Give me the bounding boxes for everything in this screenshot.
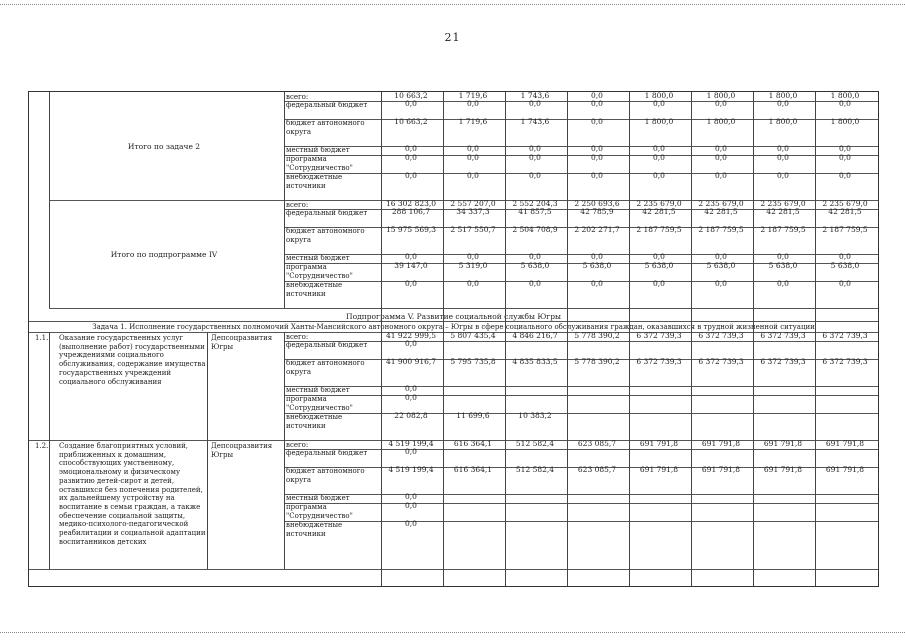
- table-column-rule: [567, 92, 568, 586]
- value-cell: 42 785,9: [580, 207, 614, 216]
- value-cell: 0,0: [591, 144, 603, 153]
- value-cell: 0,0: [715, 99, 727, 108]
- item-executor: Депсоцразвития Югры: [211, 442, 273, 459]
- value-cell: 6 372 739,3: [636, 331, 682, 340]
- value-cell: 41 857,5: [518, 207, 552, 216]
- value-cell: 1 800,0: [768, 117, 798, 126]
- value-cell: 10 663,2: [394, 117, 428, 126]
- value-cell: 691 791,8: [639, 439, 679, 448]
- value-cell: 6 372 739,3: [636, 357, 682, 366]
- table-column-rule: [284, 92, 285, 308]
- value-cell: 0,0: [467, 252, 479, 261]
- value-cell: 5 638,0: [768, 261, 798, 270]
- value-cell: 0,0: [591, 279, 603, 288]
- table-column-rule: [629, 92, 630, 586]
- value-cell: 0,0: [777, 171, 789, 180]
- table-row-rule: [284, 503, 878, 504]
- funding-source-label: внебюджетные источники: [286, 281, 343, 298]
- value-cell: 0,0: [467, 171, 479, 180]
- value-cell: 512 582,4: [515, 465, 555, 474]
- value-cell: 5 638,0: [520, 261, 550, 270]
- value-cell: 0,0: [839, 99, 851, 108]
- value-cell: 0,0: [529, 279, 541, 288]
- funding-source-label: местный бюджет: [286, 386, 350, 394]
- value-cell: 2 504 708,9: [512, 225, 558, 234]
- value-cell: 5 778 390,2: [574, 357, 620, 366]
- value-cell: 2 187 759,5: [822, 225, 868, 234]
- value-cell: 0,0: [839, 279, 851, 288]
- value-cell: 0,0: [405, 384, 417, 393]
- value-cell: 0,0: [715, 153, 727, 162]
- item-number: 1.2.: [35, 442, 49, 450]
- value-cell: 4 846 216,7: [512, 331, 558, 340]
- funding-source-label: программа "Сотрудничество": [286, 155, 353, 172]
- funding-source-label: программа "Сотрудничество": [286, 263, 353, 280]
- value-cell: 34 337,3: [456, 207, 490, 216]
- value-cell: 691 791,8: [825, 439, 865, 448]
- value-cell: 1 800,0: [830, 117, 860, 126]
- value-cell: 0,0: [405, 171, 417, 180]
- value-cell: 2 552 204,3: [512, 199, 558, 208]
- value-cell: 42 281,5: [642, 207, 676, 216]
- value-cell: 5 778 390,2: [574, 331, 620, 340]
- value-cell: 0,0: [653, 171, 665, 180]
- value-cell: 1 800,0: [644, 91, 674, 100]
- value-cell: 691 791,8: [701, 465, 741, 474]
- value-cell: 0,0: [529, 171, 541, 180]
- value-cell: 4 519 199,4: [388, 465, 434, 474]
- value-cell: 2 202 271,7: [574, 225, 620, 234]
- value-cell: 2 187 759,5: [636, 225, 682, 234]
- table-column-rule: [381, 92, 382, 586]
- scan-edge-bottom: [0, 632, 905, 633]
- funding-source-label: внебюджетные источники: [286, 413, 343, 430]
- value-cell: 0,0: [715, 171, 727, 180]
- value-cell: 2 517 550,7: [450, 225, 496, 234]
- table-row-rule: [284, 449, 878, 450]
- value-cell: 11 699,6: [456, 411, 490, 420]
- value-cell: 5 807 435,4: [450, 331, 496, 340]
- table-row-rule: [284, 521, 878, 522]
- value-cell: 0,0: [715, 279, 727, 288]
- value-cell: 616 364,1: [453, 439, 493, 448]
- table-column-rule: [284, 332, 285, 440]
- table-row-rule: [284, 413, 878, 414]
- value-cell: 0,0: [777, 279, 789, 288]
- value-cell: 0,0: [405, 279, 417, 288]
- funding-source-label: бюджет автономного округа: [286, 359, 365, 376]
- value-cell: 0,0: [591, 91, 603, 100]
- funding-source-label: бюджет автономного округа: [286, 119, 365, 136]
- value-cell: 5 638,0: [644, 261, 674, 270]
- value-cell: 1 743,6: [520, 91, 550, 100]
- value-cell: 6 372 739,3: [822, 331, 868, 340]
- funding-source-label: всего:: [286, 441, 309, 449]
- table-row-rule: [29, 569, 878, 570]
- value-cell: 1 719,6: [458, 117, 488, 126]
- value-cell: 691 791,8: [763, 439, 803, 448]
- value-cell: 22 082,8: [394, 411, 428, 420]
- value-cell: 0,0: [839, 153, 851, 162]
- value-cell: 42 281,5: [766, 207, 800, 216]
- funding-source-label: бюджет автономного округа: [286, 227, 365, 244]
- table-column-rule: [443, 92, 444, 586]
- value-cell: 41 922 999,5: [385, 331, 437, 340]
- item-description: Создание благоприятных условий, приближенных к домашним, способствующих умственному, эмоциональному и физическому развитию детей-сирот и детей, оставшихся без попечения родителей, их дальнейшему устройству на воспитание в семьи граждан, а также обеспечение социальной защиты, медико-психолого-педагогической реабилитации и социальной адаптации воспитанников детских: [59, 442, 206, 546]
- value-cell: 0,0: [467, 99, 479, 108]
- value-cell: 0,0: [467, 279, 479, 288]
- funding-source-label: всего:: [286, 93, 309, 101]
- value-cell: 0,0: [653, 99, 665, 108]
- item-executor: Депсоцразвития Югры: [211, 334, 273, 351]
- value-cell: 6 372 739,3: [760, 331, 806, 340]
- value-cell: 2 235 679,0: [636, 199, 682, 208]
- value-cell: 0,0: [777, 153, 789, 162]
- value-cell: 1 800,0: [768, 91, 798, 100]
- value-cell: 0,0: [467, 153, 479, 162]
- value-cell: 0,0: [839, 144, 851, 153]
- funding-source-label: внебюджетные источники: [286, 173, 343, 190]
- table-row-rule: [284, 395, 878, 396]
- funding-source-label: местный бюджет: [286, 254, 350, 262]
- page-number: 21: [444, 31, 461, 44]
- value-cell: 4 519 199,4: [388, 439, 434, 448]
- block-total-title: Итого по подпрограмме IV: [110, 250, 218, 259]
- value-cell: 288 106,7: [391, 207, 431, 216]
- funding-source-label: федеральный бюджет: [286, 209, 368, 217]
- value-cell: 2 187 759,5: [698, 225, 744, 234]
- table-column-rule: [49, 92, 50, 308]
- value-cell: 10 663,2: [394, 91, 428, 100]
- value-cell: 42 281,5: [828, 207, 862, 216]
- table-row-rule: [284, 386, 878, 387]
- value-cell: 0,0: [529, 144, 541, 153]
- funding-source-label: федеральный бюджет: [286, 101, 368, 109]
- value-cell: 691 791,8: [825, 465, 865, 474]
- funding-source-label: местный бюджет: [286, 494, 350, 502]
- value-cell: 1 719,6: [458, 91, 488, 100]
- value-cell: 0,0: [839, 171, 851, 180]
- funding-source-label: федеральный бюджет: [286, 341, 368, 349]
- value-cell: 0,0: [653, 144, 665, 153]
- value-cell: 0,0: [653, 252, 665, 261]
- value-cell: 6 372 739,3: [760, 357, 806, 366]
- item-number: 1.1.: [35, 334, 49, 342]
- value-cell: 2 557 207,0: [450, 199, 496, 208]
- funding-source-label: всего:: [286, 201, 309, 209]
- funding-source-label: программа "Сотрудничество": [286, 503, 353, 520]
- value-cell: 4 835 833,5: [512, 357, 558, 366]
- funding-source-label: местный бюджет: [286, 146, 350, 154]
- value-cell: 0,0: [529, 153, 541, 162]
- value-cell: 10 383,2: [518, 411, 552, 420]
- value-cell: 0,0: [777, 99, 789, 108]
- block-total-title: Итого по задаче 2: [127, 142, 201, 151]
- value-cell: 0,0: [405, 492, 417, 501]
- table-row-rule: [284, 494, 878, 495]
- value-cell: 0,0: [653, 153, 665, 162]
- value-cell: 6 372 739,3: [698, 357, 744, 366]
- value-cell: 2 250 693,6: [574, 199, 620, 208]
- funding-source-label: бюджет автономного округа: [286, 467, 365, 484]
- value-cell: 0,0: [405, 501, 417, 510]
- value-cell: 5 638,0: [582, 261, 612, 270]
- value-cell: 0,0: [405, 447, 417, 456]
- table-column-rule: [815, 92, 816, 586]
- value-cell: 42 281,5: [704, 207, 738, 216]
- funding-source-label: федеральный бюджет: [286, 449, 368, 457]
- value-cell: 0,0: [839, 252, 851, 261]
- funding-source-label: внебюджетные источники: [286, 521, 343, 538]
- value-cell: 5 319,0: [458, 261, 488, 270]
- value-cell: 0,0: [591, 99, 603, 108]
- table-column-rule: [207, 440, 208, 569]
- value-cell: 0,0: [715, 144, 727, 153]
- value-cell: 2 235 679,0: [698, 199, 744, 208]
- value-cell: 691 791,8: [639, 465, 679, 474]
- table-column-rule: [753, 92, 754, 586]
- value-cell: 0,0: [777, 144, 789, 153]
- value-cell: 1 800,0: [830, 91, 860, 100]
- table-column-rule: [207, 332, 208, 440]
- value-cell: 0,0: [405, 252, 417, 261]
- value-cell: 5 638,0: [830, 261, 860, 270]
- value-cell: 0,0: [591, 171, 603, 180]
- value-cell: 0,0: [529, 252, 541, 261]
- value-cell: 0,0: [405, 519, 417, 528]
- table-column-rule: [49, 440, 50, 569]
- value-cell: 41 900 916,7: [385, 357, 437, 366]
- value-cell: 1 800,0: [644, 117, 674, 126]
- table-row-rule: [284, 341, 878, 342]
- value-cell: 6 372 739,3: [822, 357, 868, 366]
- value-cell: 39 147,0: [394, 261, 428, 270]
- value-cell: 0,0: [653, 279, 665, 288]
- table-column-rule: [284, 440, 285, 569]
- value-cell: 16 302 823,0: [385, 199, 437, 208]
- table-column-rule: [505, 92, 506, 586]
- value-cell: 0,0: [591, 117, 603, 126]
- value-cell: 623 085,7: [577, 465, 617, 474]
- scan-edge-top: [0, 4, 905, 5]
- value-cell: 15 975 569,3: [385, 225, 437, 234]
- funding-source-label: всего:: [286, 333, 309, 341]
- funding-source-label: программа "Сотрудничество": [286, 395, 353, 412]
- budget-table: [28, 91, 879, 587]
- value-cell: 0,0: [591, 252, 603, 261]
- value-cell: 691 791,8: [763, 465, 803, 474]
- value-cell: 5 638,0: [706, 261, 736, 270]
- table-column-rule: [49, 332, 50, 440]
- value-cell: 616 364,1: [453, 465, 493, 474]
- item-description: Оказание государственных услуг (выполнение работ) государственными учреждениями социального обслуживания, содержание имущества государственных учреждений социального обслуживания: [59, 334, 206, 386]
- value-cell: 0,0: [715, 252, 727, 261]
- value-cell: 0,0: [405, 99, 417, 108]
- value-cell: 0,0: [405, 153, 417, 162]
- value-cell: 5 795 735,8: [450, 357, 496, 366]
- value-cell: 2 187 759,5: [760, 225, 806, 234]
- subprogram-heading: Подпрограмма V. Развитие социальной службы Югры: [346, 312, 561, 321]
- value-cell: 2 235 679,0: [822, 199, 868, 208]
- value-cell: 0,0: [405, 339, 417, 348]
- value-cell: 0,0: [529, 99, 541, 108]
- value-cell: 1 743,6: [520, 117, 550, 126]
- value-cell: 0,0: [591, 153, 603, 162]
- value-cell: 691 791,8: [701, 439, 741, 448]
- value-cell: 1 800,0: [706, 117, 736, 126]
- value-cell: 0,0: [405, 144, 417, 153]
- task-heading: Задача 1. Исполнение государственных полномочий Ханты-Мансийского автономного округа – Югры в сфере социального обслуживания граждан, оказавшихся в трудной жизненной ситуации: [92, 323, 815, 331]
- value-cell: 512 582,4: [515, 439, 555, 448]
- value-cell: 6 372 739,3: [698, 331, 744, 340]
- value-cell: 0,0: [467, 144, 479, 153]
- table-row-rule: [29, 321, 878, 322]
- value-cell: 1 800,0: [706, 91, 736, 100]
- value-cell: 0,0: [405, 393, 417, 402]
- value-cell: 0,0: [777, 252, 789, 261]
- value-cell: 623 085,7: [577, 439, 617, 448]
- table-column-rule: [691, 92, 692, 586]
- value-cell: 2 235 679,0: [760, 199, 806, 208]
